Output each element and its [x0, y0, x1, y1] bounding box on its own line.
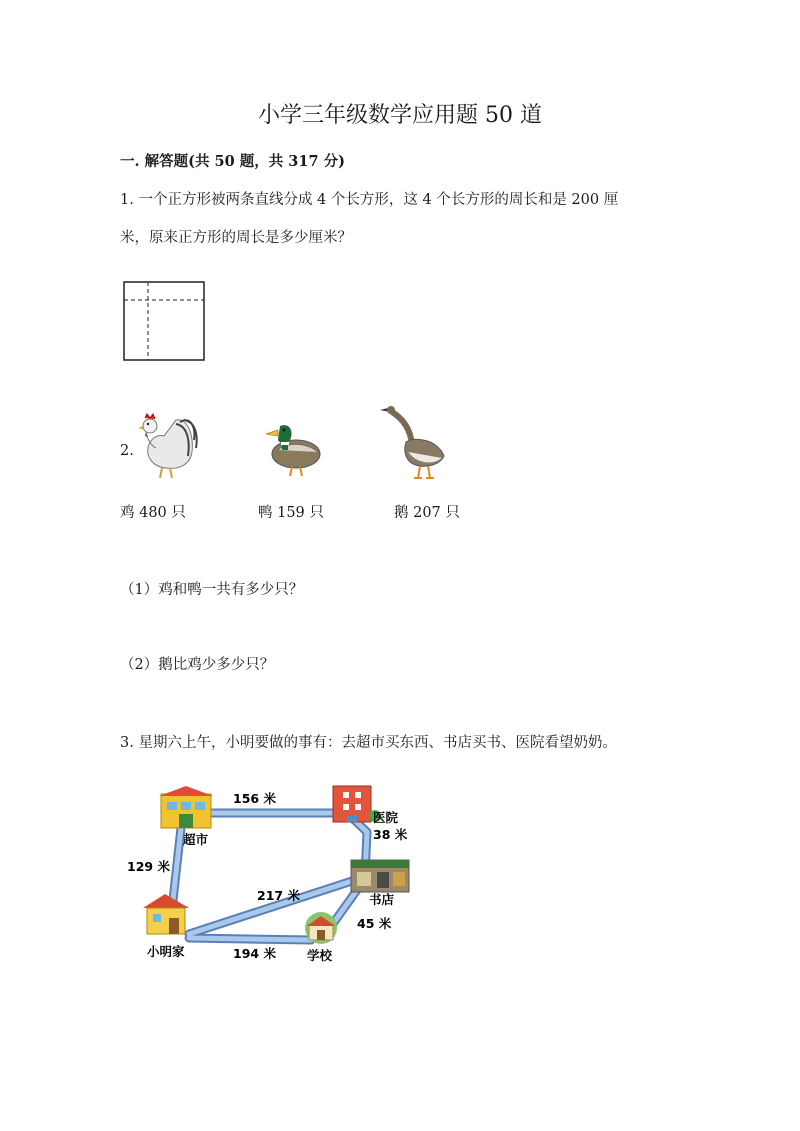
chicken-count: 鸡 480 只 [120, 505, 186, 521]
goose-icon [376, 404, 448, 482]
question-1-line-2: 米，原来正方形的周长是多少厘米？ [120, 230, 352, 246]
supermarket-icon [159, 786, 213, 828]
label-bookstore: 书店 [369, 892, 395, 907]
question-2-part-1: （1）鸡和鸭一共有多少只？ [120, 582, 304, 598]
home-icon [143, 894, 189, 934]
distance-bookstore-school: 45 米 [357, 916, 392, 931]
duck-icon [256, 412, 324, 480]
distance-supermarket-home: 129 米 [127, 859, 170, 874]
page-title: 小学三年级数学应用题 50 道 [258, 103, 542, 128]
distance-hospital-bookstore: 38 米 [373, 827, 408, 842]
bookstore-icon [351, 860, 409, 892]
distance-supermarket-hospital: 156 米 [233, 791, 276, 806]
goose-count: 鹅 207 只 [394, 505, 460, 521]
question-2-number: 2. [120, 443, 134, 459]
label-supermarket: 超市 [183, 832, 209, 847]
label-hospital: 医院 [373, 810, 399, 825]
rooster-icon [136, 412, 198, 480]
duck-count: 鸭 159 只 [258, 505, 324, 521]
distance-home-bookstore: 217 米 [257, 888, 300, 903]
route-map [115, 780, 415, 970]
label-home: 小明家 [147, 944, 185, 959]
label-school: 学校 [307, 948, 333, 963]
question-1-line-1: 1. 一个正方形被两条直线分成 4 个长方形，这 4 个长方形的周长和是 200 厘 [120, 192, 619, 208]
question-3-text: 3. 星期六上午，小明要做的事有：去超市买东西、书店买书、医院看望奶奶。 [120, 735, 617, 751]
distance-home-school: 194 米 [233, 946, 276, 961]
divided-square-figure [122, 280, 208, 364]
question-2-part-2: （2）鹅比鸡少多少只？ [120, 657, 275, 673]
school-icon [305, 912, 337, 944]
section-heading: 一. 解答题(共 50 题，共 317 分) [120, 153, 345, 170]
